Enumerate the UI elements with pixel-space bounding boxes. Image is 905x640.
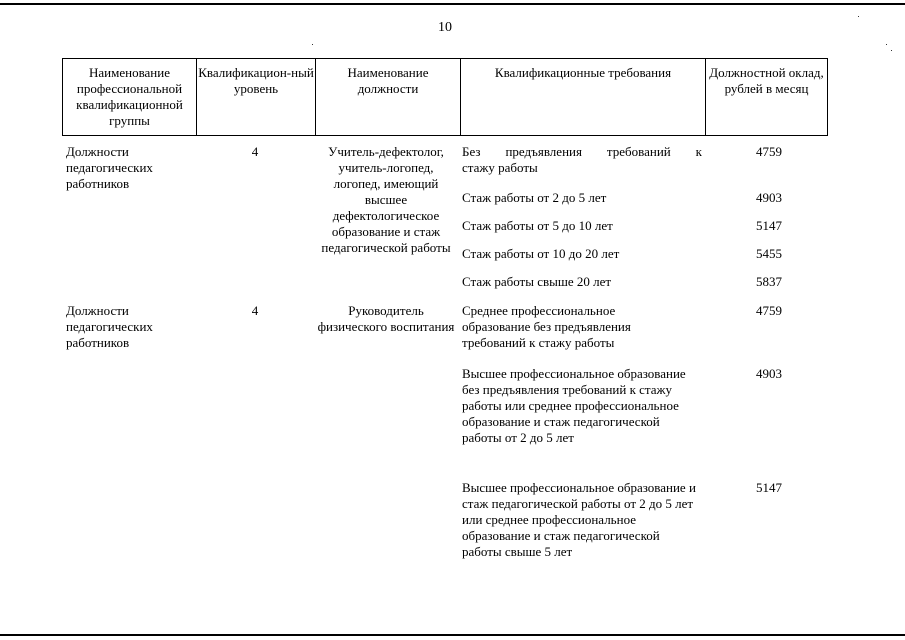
salary-1-3: 5147	[756, 218, 782, 233]
requirement-2-3: Высшее профессиональное образование и стаж педагогической работы от 2 до 5 лет или среднее профессиональное образование и стаж педагогической работы свыше 5 лет	[462, 480, 696, 559]
header-salary: Должностной оклад, рублей в месяц	[709, 65, 824, 96]
requirement-2-2: Высшее профессиональное образование без предъявления требований к стажу работы или среднее профессиональное образование и стаж педагогической работы от 2 до 5 лет	[462, 366, 686, 445]
requirement-2-1: Среднее профессиональное образование без предъявления требований к стажу работы	[462, 303, 631, 350]
requirement-1-1-cont: стажу работы	[462, 160, 538, 175]
salary-2-3: 5147	[756, 480, 782, 495]
requirement-1-2: Стаж работы от 2 до 5 лет	[462, 190, 607, 205]
level-1: 4	[251, 144, 259, 159]
header-requirements: Квалификационные требования	[461, 59, 706, 135]
header-position: Наименование должности	[316, 59, 461, 135]
group-name-2: Должности педагогических работников	[66, 303, 153, 350]
scan-speck	[891, 50, 892, 51]
header-level: Квалификацион-ный уровень	[197, 59, 316, 135]
salary-2-1: 4759	[756, 303, 782, 318]
scan-speck	[858, 16, 859, 17]
requirement-1-4: Стаж работы от 10 до 20 лет	[462, 246, 620, 261]
position-2: Руководитель физического воспитания	[317, 303, 455, 334]
group-name-1: Должности педагогических работников	[66, 144, 153, 191]
salary-1-1: 4759	[756, 144, 782, 159]
salary-1-5: 5837	[756, 274, 782, 289]
scan-speck	[312, 44, 313, 45]
level-2: 4	[251, 303, 259, 318]
position-1: Учитель-дефектолог, учитель-логопед, логопед, имеющий высшее дефектологическое образование и стаж педагогической работы	[321, 144, 451, 255]
requirement-1-5: Стаж работы свыше 20 лет	[462, 274, 612, 289]
requirement-1-3: Стаж работы от 5 до 10 лет	[462, 218, 613, 233]
top-border-line	[0, 3, 905, 5]
bottom-border-line	[0, 634, 905, 636]
salary-1-2: 4903	[756, 190, 782, 205]
scan-speck	[886, 44, 887, 45]
salary-2-2: 4903	[756, 366, 782, 381]
salary-1-4: 5455	[756, 246, 782, 261]
header-group-name: Наименование профессиональной квалификационной группы	[63, 59, 197, 135]
page-number: 10	[438, 20, 452, 35]
table-header	[62, 58, 828, 136]
requirement-1-1: Без предъявления требований к	[462, 144, 702, 159]
